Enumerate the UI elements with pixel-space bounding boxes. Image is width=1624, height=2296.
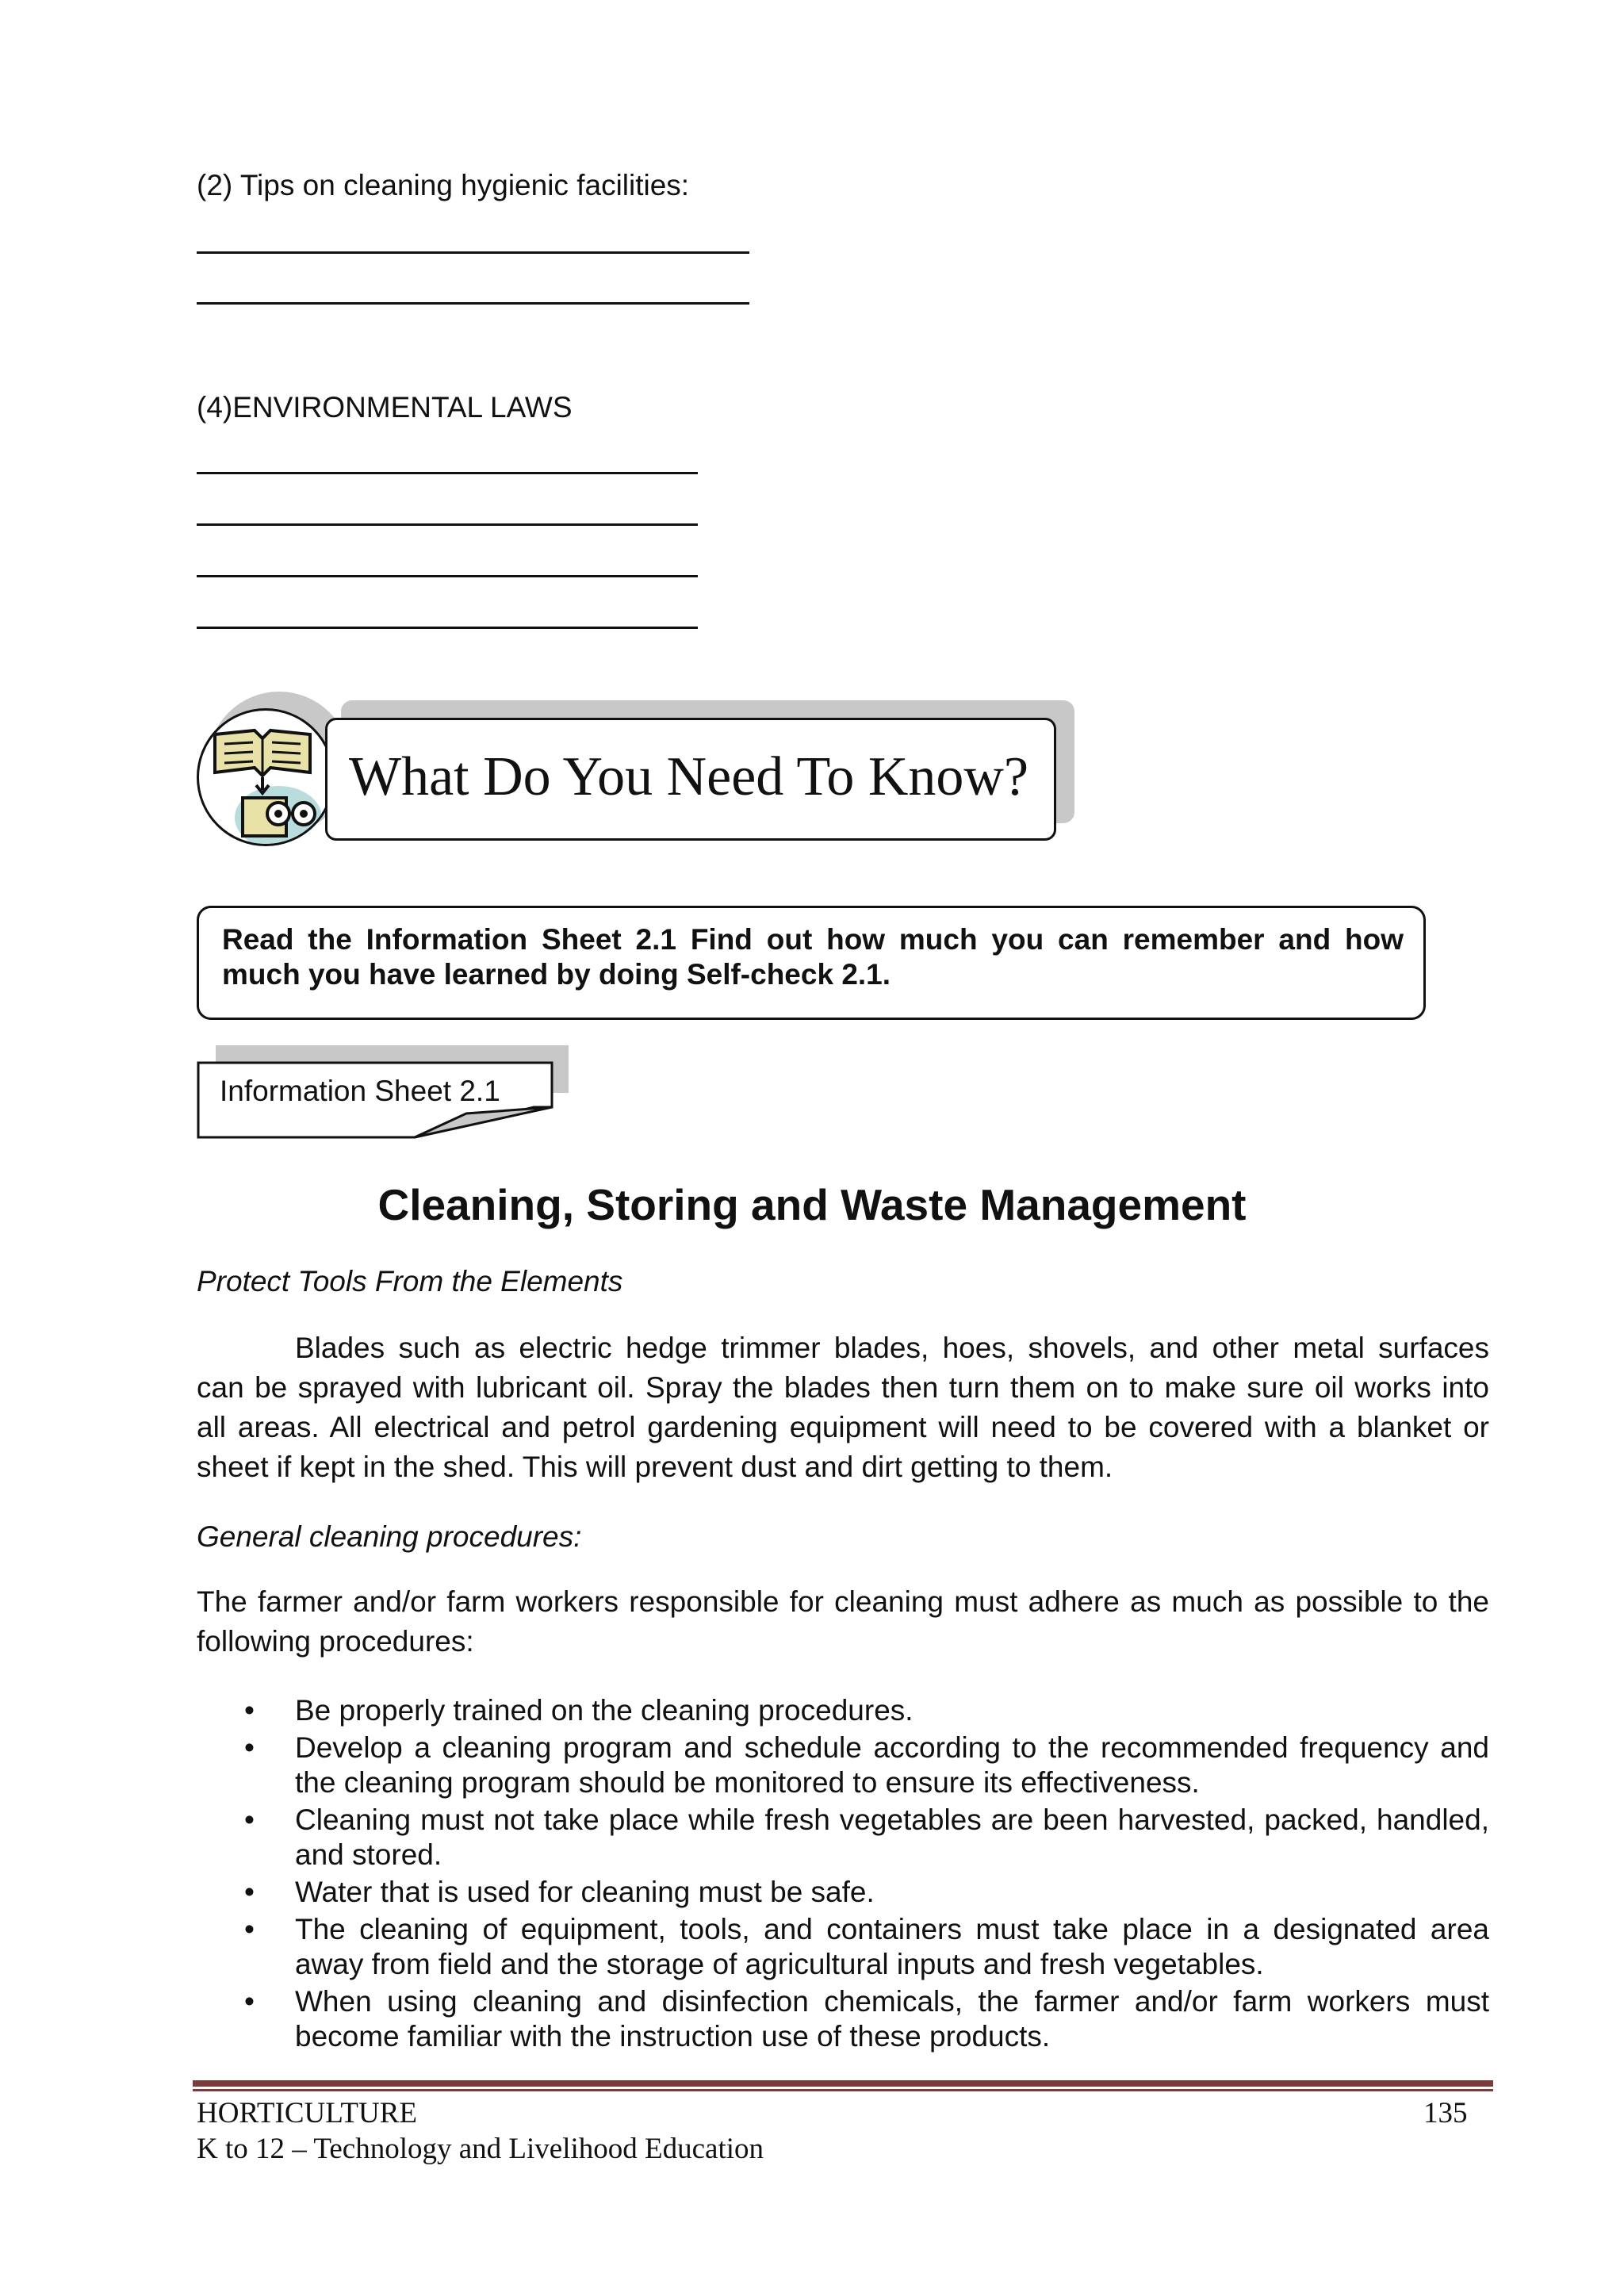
answer-line	[197, 523, 698, 526]
info-sheet-label: Information Sheet 2.1	[220, 1075, 500, 1107]
list-item: • Cleaning must not take place while fresh vegetables are been harvested, packed, handled, and stored.	[197, 1803, 1489, 1872]
paragraph-line: Blades such as electric hedge trimmer blades, hoes, shovels, and other metal surfaces	[295, 1332, 1489, 1364]
list-item: • Develop a cleaning program and schedule according to the recommended frequency and the cleaning program should be monitored to ensure its effectiveness.	[197, 1731, 1489, 1800]
paragraph-line: The farmer and/or farm workers responsible for cleaning must adhere as much as possible to the	[197, 1585, 1489, 1618]
footer-subject: HORTICULTURE	[197, 2097, 418, 2129]
list-item: • When using cleaning and disinfection chemicals, the farmer and/or farm workers must become familiar with the instruction use of these products.	[197, 1984, 1489, 2054]
instruction-line: much you have learned by doing Self-check 2.1.	[222, 958, 891, 991]
page-number: 135	[1423, 2097, 1468, 2129]
list-item: • Water that is used for cleaning must be safe.	[197, 1875, 1489, 1910]
instruction-line: Read the Information Sheet 2.1 Find out how much you can remember and how	[222, 923, 1404, 956]
item2-label: (2) Tips on cleaning hygienic facilities:	[197, 169, 690, 201]
paragraph-protect-tools	[197, 1328, 1489, 1487]
instruction-text	[222, 922, 1404, 992]
paragraph-line: all areas. All electrical and petrol gardening equipment will need to be covered with a blanket or	[197, 1411, 1489, 1443]
list-item: • Be properly trained on the cleaning procedures.	[197, 1693, 1489, 1728]
procedure-list	[197, 1693, 1489, 2056]
banner-title: What Do You Need To Know?	[349, 746, 1029, 807]
article-title: Cleaning, Storing and Waste Management	[377, 1180, 1247, 1229]
answer-line	[197, 302, 749, 305]
paragraph-procedures-intro	[197, 1582, 1489, 1662]
answer-line	[197, 575, 698, 577]
footer-program: K to 12 – Technology and Livelihood Education	[197, 2133, 764, 2165]
footer-rule	[193, 2080, 1493, 2087]
answer-line	[197, 627, 698, 629]
answer-line	[197, 472, 698, 474]
book-reading-icon	[197, 708, 335, 846]
paragraph-line: following procedures:	[197, 1625, 474, 1658]
answer-line	[197, 251, 749, 254]
item4-label: (4)ENVIRONMENTAL LAWS	[197, 391, 573, 424]
list-item: • The cleaning of equipment, tools, and containers must take place in a designated area away from field and the storage of agricultural inputs and fresh vegetables.	[197, 1912, 1489, 1982]
footer-rule	[193, 2089, 1493, 2091]
paragraph-line: can be sprayed with lubricant oil. Spray the blades then turn them on to make sure oil works into	[197, 1371, 1489, 1404]
subheading: Protect Tools From the Elements	[197, 1265, 623, 1297]
subheading: General cleaning procedures:	[197, 1520, 582, 1553]
paragraph-line: sheet if kept in the shed. This will prevent dust and dirt getting to them.	[197, 1451, 1113, 1483]
